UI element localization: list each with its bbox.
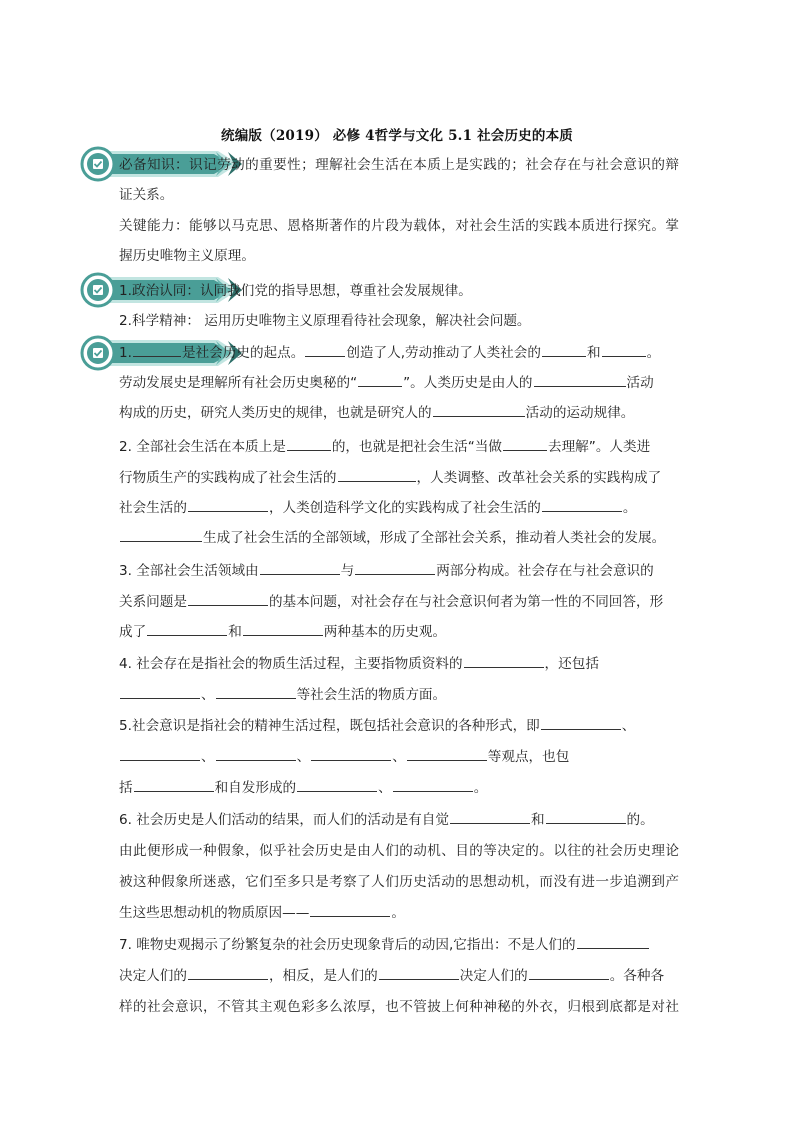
q6-text: 生这些思想动机的物质原因—— — [119, 905, 310, 921]
q7-blank-1[interactable] — [577, 935, 649, 949]
q3-text: 成了 — [119, 624, 147, 640]
q3-text: 两种基本的历史观。 — [323, 624, 447, 640]
q4-blank-2[interactable] — [120, 685, 200, 699]
q3-blank-1[interactable] — [260, 561, 340, 575]
q5-text: 等观点，也包 — [487, 749, 570, 765]
q2-text: 生成了社会生活的全部领域，形成了全部社会关系，推动着人类社会的发展。 — [203, 530, 666, 546]
q5-text: 、 — [296, 749, 311, 765]
q3-blank-2[interactable] — [355, 561, 435, 575]
q2-text: 行物质生产的实践构成了社会生活的 — [119, 470, 337, 486]
q7-text: ，相反，是人们的 — [268, 968, 378, 984]
q7-text: 决定人们的 — [459, 968, 528, 984]
q3-line-3 — [119, 622, 679, 642]
q5-text: 。 — [473, 780, 488, 796]
q3-blank-5[interactable] — [243, 622, 323, 636]
q3-blank-4[interactable] — [147, 622, 227, 636]
literacy-line-2: 2.科学精神： 运用历史唯物主义原理看待社会现象，解决社会问题。 — [119, 313, 531, 329]
q4-text: 等社会生活的物质方面。 — [296, 687, 447, 703]
q5-text: 、 — [621, 718, 636, 734]
q1-text: 。 — [646, 345, 661, 361]
q7-line-2 — [119, 966, 679, 986]
q6-text: 6. 社会历史是人们活动的结果，而人们的活动是有自觉 — [119, 812, 449, 828]
q2-line-4 — [119, 528, 679, 548]
q3-line-2 — [119, 592, 679, 612]
q1-text: 活动的运动规律。 — [525, 405, 635, 421]
q5-blank-2[interactable] — [120, 747, 200, 761]
q1-blank-6[interactable] — [534, 373, 626, 387]
q3-text: 3. 全部社会生活领域由 — [119, 563, 259, 579]
q4-text: 、 — [201, 687, 215, 703]
q5-line-1 — [119, 716, 679, 736]
q2-text: 的，也就是把社会生活“当做 — [331, 439, 502, 455]
q1-blank-3[interactable] — [542, 343, 586, 357]
checkmark-badge-icon — [82, 337, 114, 369]
q2-blank-5[interactable] — [542, 498, 622, 512]
q1-line-3 — [119, 403, 679, 423]
q1-text: 和 — [586, 345, 601, 361]
q7-blank-2[interactable] — [188, 966, 268, 980]
q2-text: ，人类创造科学文化的实践构成了社会生活的 — [268, 500, 541, 516]
q6-line-1 — [119, 810, 679, 830]
q5-text: 、 — [392, 749, 406, 765]
q2-text: ，人类调整、改革社会关系的实践构成了 — [416, 470, 662, 486]
q2-text: 去理解”。人类进 — [548, 439, 651, 455]
q6-line-4 — [119, 903, 679, 923]
q2-text: 。 — [622, 500, 637, 516]
q2-text: 2. 全部社会生活在本质上是 — [119, 439, 286, 455]
q3-text: 的基本问题，对社会存在与社会意识何者为第一性的不同回答，形 — [268, 594, 664, 610]
q1-blank-2[interactable] — [305, 343, 345, 357]
q4-line-1 — [119, 654, 679, 674]
q4-blank-1[interactable] — [464, 654, 544, 668]
q4-line-2 — [119, 685, 679, 705]
q2-line-1 — [119, 437, 679, 457]
q3-line-1 — [119, 561, 679, 581]
q1-blank-5[interactable] — [358, 373, 402, 387]
q1-text: 创造了人,劳动推动了人类社会的 — [346, 345, 541, 361]
q2-text: 社会生活的 — [119, 500, 187, 516]
q3-blank-3[interactable] — [188, 592, 268, 606]
q6-blank-2[interactable] — [546, 810, 626, 824]
q1-line-2 — [119, 373, 679, 393]
objectives-line-1: 必备知识：识记劳动的重要性；理解社会生活在本质上是实践的；社会存在与社会意识的辩 — [119, 157, 679, 173]
q6-text: 和 — [530, 812, 545, 828]
q5-blank-3[interactable] — [216, 747, 296, 761]
q7-text: 7. 唯物史观揭示了纷繁复杂的社会历史现象背后的动因,它指出：不是人们的 — [119, 937, 576, 953]
q6-text: 。 — [391, 905, 405, 921]
q1-text: 活动 — [626, 375, 654, 391]
q6-text: 的。 — [626, 812, 654, 828]
q3-text: 关系问题是 — [119, 594, 187, 610]
q3-text: 两部分构成。社会存在与社会意识的 — [436, 563, 654, 579]
literacy-line-1: 1.政治认同：认同我们党的指导思想，尊重社会发展规律。 — [119, 283, 472, 299]
q5-blank-1[interactable] — [541, 716, 621, 730]
q5-text: 5.社会意识是指社会的精神生活过程，既包括社会意识的各种形式，即 — [119, 718, 540, 734]
q7-line-3: 样的社会意识，不管其主观色彩多么浓厚，也不管披上何种神秘的外衣，归根到底都是对社 — [119, 999, 679, 1015]
q3-text: 与 — [340, 563, 355, 579]
q6-line-3: 被这种假象所迷惑，它们至多只是考察了人们历史活动的思想动机，而没有进一步追溯到产 — [119, 874, 679, 890]
q6-blank-3[interactable] — [310, 903, 390, 917]
checkmark-badge-icon — [82, 148, 114, 180]
q5-blank-8[interactable] — [393, 778, 473, 792]
q4-text: 4. 社会存在是指社会的物质生活过程，主要指物质资料的 — [119, 656, 463, 672]
q5-text: 、 — [378, 780, 392, 796]
q5-blank-7[interactable] — [297, 778, 377, 792]
q2-blank-1[interactable] — [287, 437, 331, 451]
q7-text: 。各种各 — [609, 968, 665, 984]
page-title: 统编版（2019） 必修 4哲学与文化 5.1 社会历史的本质 — [221, 128, 573, 144]
q5-text: 和自发形成的 — [214, 780, 297, 796]
q6-blank-1[interactable] — [450, 810, 530, 824]
q1-line-1 — [119, 343, 679, 363]
objectives-line-4: 握历史唯物主义原理。 — [119, 248, 255, 264]
objectives-line-3: 关键能力：能够以马克思、恩格斯著作的片段为载体，对社会生活的实践本质进行探究。掌 — [119, 218, 679, 234]
q1-text: 是社会历史的起点。 — [181, 345, 305, 361]
q5-text: 、 — [201, 749, 215, 765]
q5-blank-6[interactable] — [134, 778, 214, 792]
q1-text: 1. — [119, 345, 132, 361]
q7-blank-3[interactable] — [379, 966, 459, 980]
checkmark-badge-icon — [82, 274, 114, 306]
q2-blank-2[interactable] — [503, 437, 547, 451]
q1-text: ”。人类历史是由人的 — [403, 375, 533, 391]
q1-blank-4[interactable] — [602, 343, 646, 357]
q4-text: ，还包括 — [544, 656, 599, 672]
q7-text: 决定人们的 — [119, 968, 187, 984]
q2-blank-6[interactable] — [120, 528, 202, 542]
q5-blank-5[interactable] — [407, 747, 487, 761]
q2-line-3 — [119, 498, 679, 518]
objectives-line-2: 证关系。 — [119, 187, 174, 203]
q3-text: 和 — [228, 624, 242, 640]
q7-blank-4[interactable] — [529, 966, 609, 980]
q5-line-2 — [119, 747, 679, 767]
q6-line-2: 由此便形成一种假象，似乎社会历史是由人们的动机、目的等决定的。以往的社会历史理论 — [119, 843, 679, 859]
q2-line-2 — [119, 468, 679, 488]
q1-blank-1[interactable] — [133, 343, 181, 357]
q2-blank-3[interactable] — [338, 468, 416, 482]
q1-text: 构成的历史，研究人类历史的规律，也就是研究人的 — [119, 405, 432, 421]
q5-text: 括 — [119, 780, 133, 796]
q1-text: 劳动发展史是理解所有社会历史奥秘的“ — [119, 375, 358, 391]
q5-line-3 — [119, 778, 679, 798]
q1-blank-7[interactable] — [433, 403, 525, 417]
q2-blank-4[interactable] — [188, 498, 268, 512]
q5-blank-4[interactable] — [311, 747, 391, 761]
q4-blank-3[interactable] — [216, 685, 296, 699]
q7-line-1 — [119, 935, 679, 955]
